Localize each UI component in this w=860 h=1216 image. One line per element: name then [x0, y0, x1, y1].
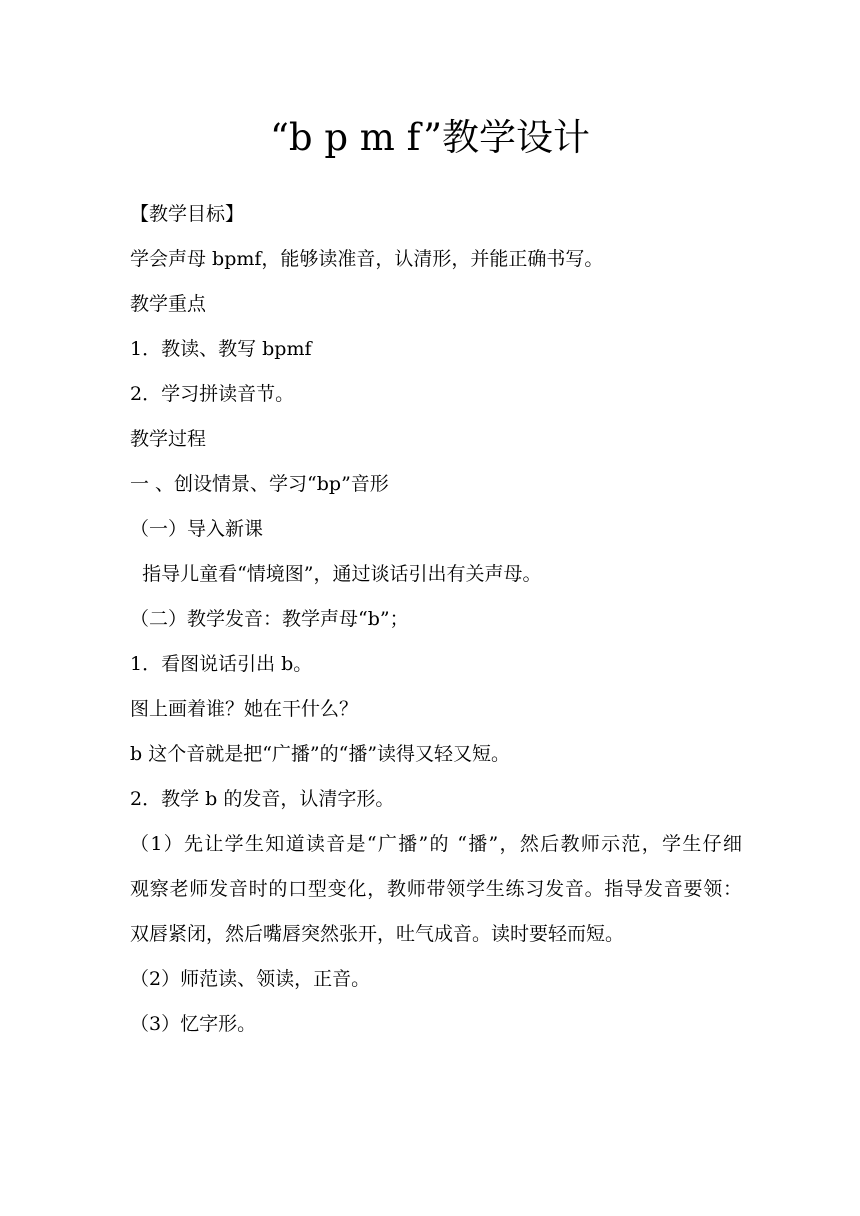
section-heading-objectives: 【教学目标】	[130, 203, 245, 225]
document-title: “b p m f”教学设计	[270, 116, 590, 159]
subsection-heading: （二）教学发音：教学声母“b”；	[130, 608, 409, 630]
section-heading-key-points: 教学重点	[130, 293, 207, 315]
paragraph-line: 指导儿童看“情境图”，通过谈话引出有关声母。	[130, 563, 542, 585]
numbered-item: 1．看图说话引出 b。	[130, 653, 313, 675]
key-point-item: 2．学习拼读音节。	[130, 383, 295, 405]
process-step-heading: 一 、创设情景、学习“bp”音形	[130, 473, 389, 495]
paragraph-line: 观察老师发音时的口型变化，教师带领学生练习发音。指导发音要领：	[130, 878, 742, 900]
paragraph-line: 双唇紧闭，然后嘴唇突然张开，吐气成音。读时要轻而短。	[130, 923, 625, 945]
paragraph-line: （1）先让学生知道读音是“广播”的 “播”，然后教师示范，学生仔细	[130, 833, 742, 855]
paragraph-line: b 这个音就是把“广播”的“播”读得又轻又短。	[130, 743, 511, 765]
key-point-item: 1．教读、教写 bpmf	[130, 338, 312, 360]
paragraph-line: 图上画着谁？她在干什么？	[130, 698, 359, 720]
section-heading-process: 教学过程	[130, 428, 207, 450]
subsection-heading: （一）导入新课	[130, 518, 264, 540]
numbered-item: （2）师范读、领读，正音。	[130, 968, 371, 990]
document-body	[130, 198, 742, 1053]
objective-text: 学会声母 bpmf，能够读准音，认清形，并能正确书写。	[130, 248, 604, 270]
numbered-item: （3）忆字形。	[130, 1013, 257, 1035]
numbered-item: 2．教学 b 的发音，认清字形。	[130, 788, 395, 810]
